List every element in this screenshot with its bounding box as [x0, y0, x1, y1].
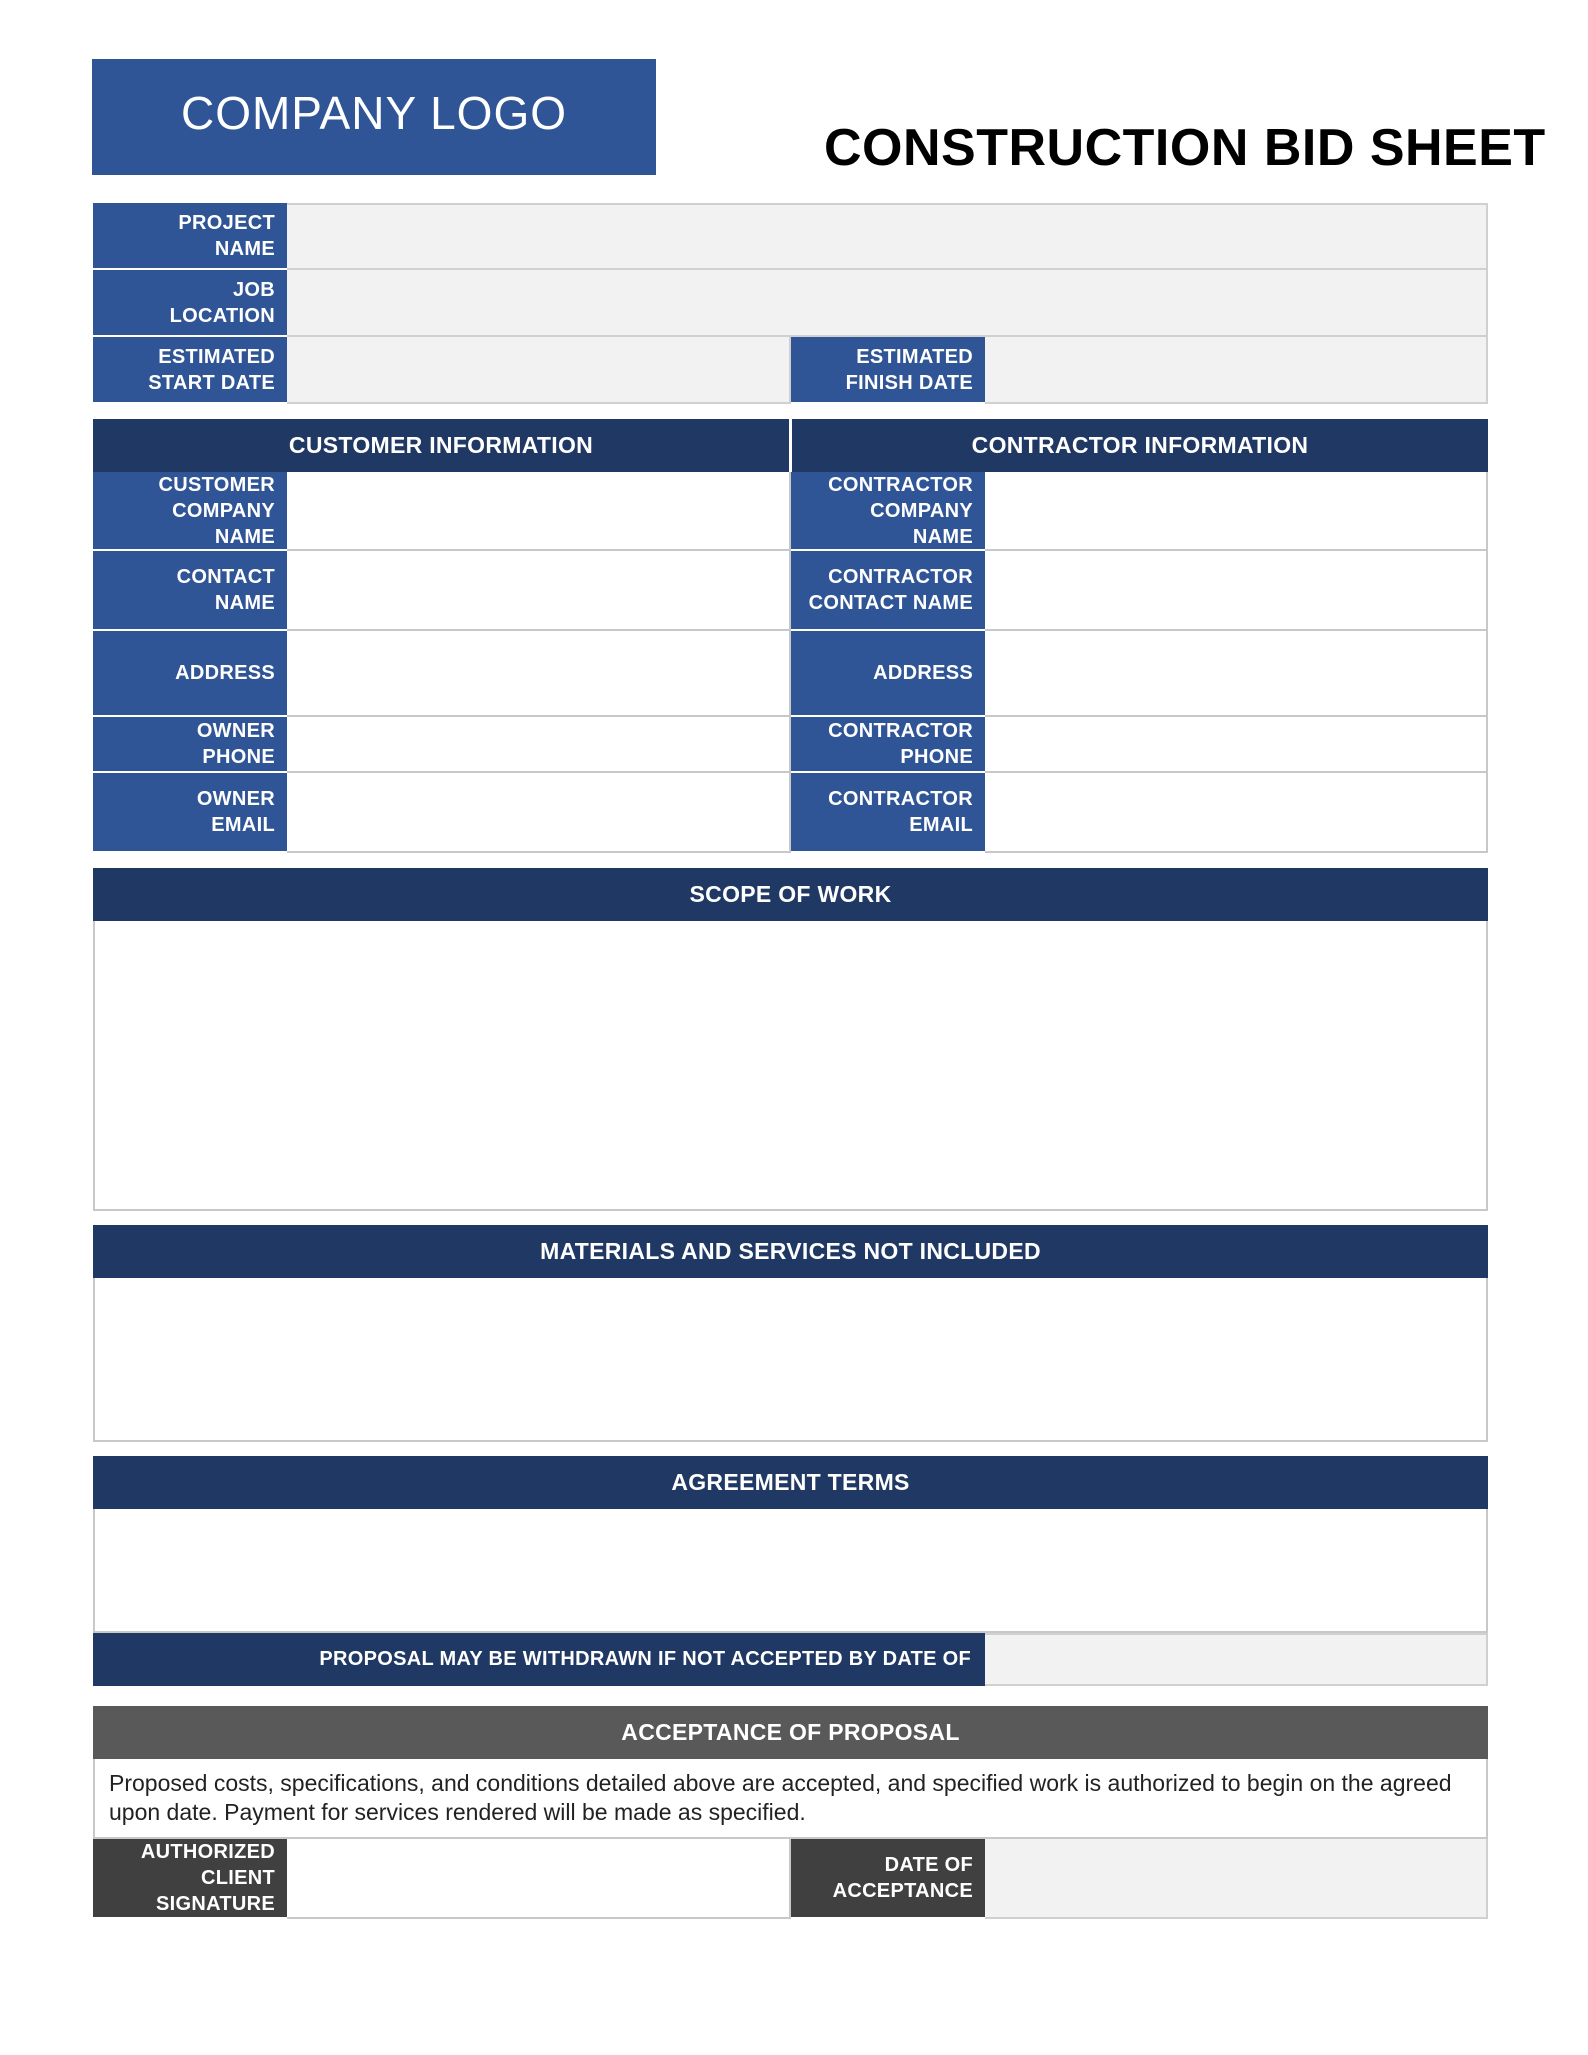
scope-of-work-section [93, 868, 1488, 1211]
scope-of-work-field[interactable] [93, 921, 1488, 1211]
contractor-company-label: CONTRACTOR COMPANY NAME [791, 472, 985, 551]
est-start-date-label: ESTIMATED START DATE [93, 337, 287, 404]
agreement-section [93, 1456, 1488, 1686]
acceptance-text: Proposed costs, specifications, and conditions detailed above are accepted, and specified work is authorized to begin on the agreed upon date. Payment for services rendered will be made as specified. [93, 1759, 1488, 1839]
contractor-contact-field[interactable] [985, 551, 1488, 631]
owner-email-label: OWNER EMAIL [93, 773, 287, 853]
date-of-acceptance-label: DATE OF ACCEPTANCE [791, 1839, 985, 1919]
company-row [93, 472, 1488, 551]
withdraw-row [93, 1633, 1488, 1686]
project-info-section [93, 203, 1488, 404]
project-name-row [93, 203, 1488, 270]
est-finish-date-field[interactable] [985, 337, 1488, 404]
contractor-company-field[interactable] [985, 472, 1488, 551]
contractor-contact-label: CONTRACTOR CONTACT NAME [791, 551, 985, 631]
project-name-label: PROJECT NAME [93, 203, 287, 270]
job-location-label: JOB LOCATION [93, 270, 287, 337]
party-info-section [93, 419, 1488, 853]
client-signature-label: AUTHORIZED CLIENT SIGNATURE [93, 1839, 287, 1919]
agreement-field[interactable] [93, 1509, 1488, 1633]
contractor-address-label: ADDRESS [791, 631, 985, 717]
materials-heading: MATERIALS AND SERVICES NOT INCLUDED [93, 1225, 1488, 1278]
contractor-phone-field[interactable] [985, 717, 1488, 773]
email-row [93, 773, 1488, 853]
customer-address-label: ADDRESS [93, 631, 287, 717]
acceptance-heading: ACCEPTANCE OF PROPOSAL [93, 1706, 1488, 1759]
contractor-phone-label: CONTRACTOR PHONE [791, 717, 985, 773]
est-finish-date-label: ESTIMATED FINISH DATE [791, 337, 985, 404]
contractor-email-label: CONTRACTOR EMAIL [791, 773, 985, 853]
job-location-field[interactable] [287, 270, 1488, 337]
customer-company-label: CUSTOMER COMPANY NAME [93, 472, 287, 551]
owner-email-field[interactable] [287, 773, 791, 853]
client-signature-field[interactable] [287, 1839, 791, 1919]
withdraw-label: PROPOSAL MAY BE WITHDRAWN IF NOT ACCEPTED BY DATE OF [93, 1633, 985, 1686]
acceptance-section [93, 1706, 1488, 1919]
party-headings-row [93, 419, 1488, 472]
customer-contact-field[interactable] [287, 551, 791, 631]
job-location-row [93, 270, 1488, 337]
contractor-address-field[interactable] [985, 631, 1488, 717]
customer-info-heading: CUSTOMER INFORMATION [93, 419, 789, 472]
customer-address-field[interactable] [287, 631, 791, 717]
owner-phone-label: OWNER PHONE [93, 717, 287, 773]
address-row [93, 631, 1488, 717]
materials-section [93, 1225, 1488, 1442]
date-of-acceptance-field[interactable] [985, 1839, 1488, 1919]
customer-contact-label: CONTACT NAME [93, 551, 287, 631]
est-start-date-field[interactable] [287, 337, 791, 404]
scope-of-work-heading: SCOPE OF WORK [93, 868, 1488, 921]
company-logo-text: COMPANY LOGO [180, 87, 568, 139]
owner-phone-field[interactable] [287, 717, 791, 773]
company-logo [92, 59, 656, 175]
withdraw-date-field[interactable] [985, 1633, 1488, 1686]
contractor-info-heading: CONTRACTOR INFORMATION [792, 419, 1488, 472]
contractor-email-field[interactable] [985, 773, 1488, 853]
project-name-field[interactable] [287, 203, 1488, 270]
signature-row [93, 1839, 1488, 1919]
agreement-heading: AGREEMENT TERMS [93, 1456, 1488, 1509]
materials-field[interactable] [93, 1278, 1488, 1442]
page-title: CONSTRUCTION BID SHEET [824, 119, 1546, 177]
contact-row [93, 551, 1488, 631]
phone-row [93, 717, 1488, 773]
dates-row [93, 337, 1488, 404]
customer-company-field[interactable] [287, 472, 791, 551]
